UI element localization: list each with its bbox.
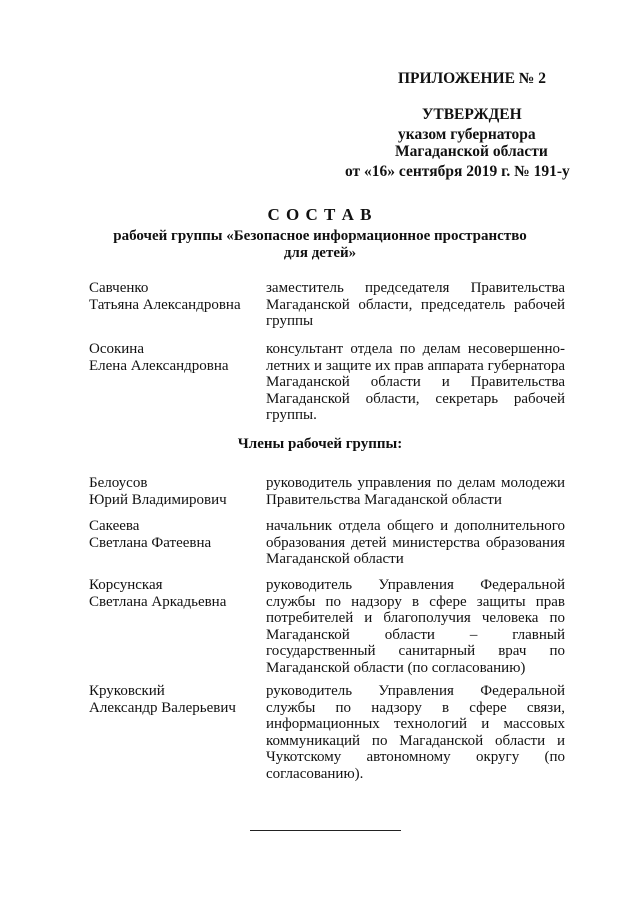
person-role: руководитель Управления Федеральной службы по надзору в сфере связи, информационных технологий и массовых коммуникаций по Магаданской области и Чукотскому автономному округу (по согласованию).	[266, 683, 565, 782]
decree-line-2: Магаданской области	[395, 143, 548, 160]
person-name	[89, 683, 259, 716]
person-name	[89, 341, 259, 374]
person-given-names: Татьяна Александровна	[89, 296, 241, 313]
person-role: руководитель управления по делам молодежи Правительства Магаданской области	[266, 475, 565, 508]
appendix-label: ПРИЛОЖЕНИЕ № 2	[398, 70, 546, 87]
person-name	[89, 280, 259, 313]
person-surname: Савченко	[89, 280, 149, 296]
person-surname: Белоусов	[89, 475, 148, 491]
approved-label: УТВЕРЖДЕН	[422, 106, 522, 123]
person-given-names: Елена Александровна	[89, 357, 229, 374]
document-title: С О С Т А В	[267, 205, 373, 224]
person-name	[89, 518, 259, 551]
document-subtitle-line-2: для детей»	[283, 245, 357, 261]
decree-line-1: указом губернатора	[398, 126, 536, 143]
decree-date: от «16» сентября 2019 г. № 191-у	[345, 163, 570, 180]
person-given-names: Светлана Аркадьевна	[89, 593, 227, 610]
person-name	[89, 577, 259, 610]
person-surname: Корсунская	[89, 577, 163, 593]
person-name	[89, 475, 259, 508]
person-role: начальник отдела общего и дополнительного образования детей министерства образования Магаданской области	[266, 518, 565, 567]
person-role: руководитель Управления Федеральной службы по надзору в сфере защиты прав потребителей и благополучия человека по Магаданской области – главный государственный санитарный врач по Магаданской области (по согласованию)	[266, 577, 565, 676]
document-subtitle-line-1: рабочей группы «Безопасное информационное пространство	[113, 228, 527, 244]
person-role: заместитель председателя Правительства Магаданской области, председатель рабочей группы	[266, 280, 565, 329]
person-given-names: Александр Валерьевич	[89, 699, 236, 716]
person-surname: Сакеева	[89, 518, 140, 534]
members-heading: Члены рабочей группы:	[237, 436, 403, 452]
person-given-names: Юрий Владимирович	[89, 491, 227, 508]
person-surname: Осокина	[89, 341, 144, 357]
person-role: консультант отдела по делам несовершеннолетних и защите их прав аппарата губернатора Магаданской области и Правительства Магаданской области, секретарь рабочей группы.	[266, 341, 565, 423]
person-given-names: Светлана Фатеевна	[89, 534, 212, 551]
end-divider	[250, 830, 401, 831]
person-surname: Круковский	[89, 683, 165, 699]
